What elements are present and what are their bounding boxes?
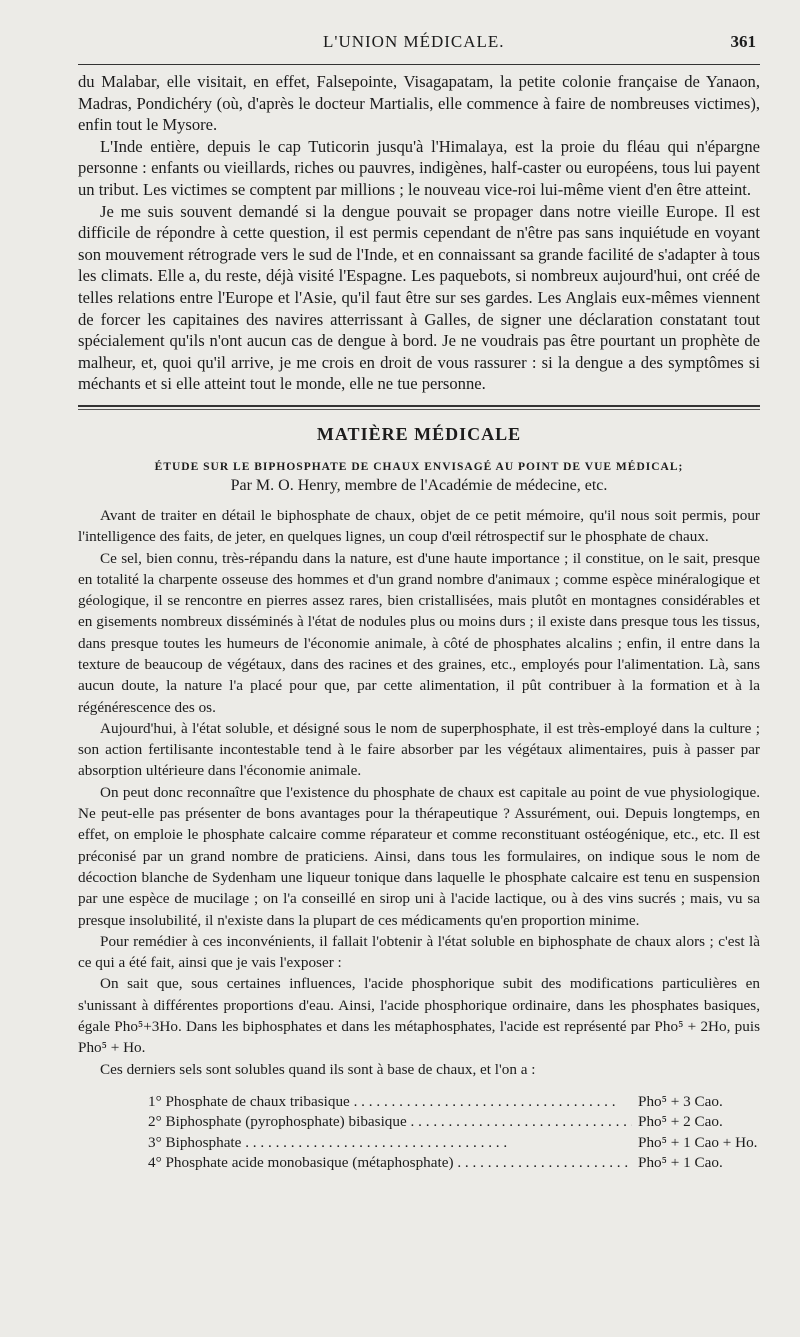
paragraph: du Malabar, elle visitait, en effet, Falsepointe, Visagapatam, la petite colonie française de Yanaon, Madras, Pondichéry (où, d'après le docteur Martialis, elle commence à faire de nombreuses victimes), enfin tout le Mysore. xyxy=(78,72,760,135)
list-item xyxy=(148,1092,738,1113)
paragraph: On sait que, sous certaines influences, l'acide phosphorique subit des modifications particulières en s'unissant à différentes proportions d'eau. Ainsi, l'acide phosphorique ordinaire, dans les phosphates basiques, égale Pho⁵+3Ho. Dans les biphosphates et dans les métaphosphates, l'acide est représenté par Pho⁵ + 2Ho, puis Pho⁵ + Ho. xyxy=(78,975,760,1057)
compound-formula: Pho⁵ + 2 Cao. xyxy=(638,1113,723,1131)
compound-formula: Pho⁵ + 1 Cao + Ho. xyxy=(638,1133,758,1151)
article-title: ÉTUDE SUR LE BIPHOSPHATE DE CHAUX ENVISAGÉ AU POINT DE VUE MÉDICAL; xyxy=(154,460,684,473)
paragraph: On peut donc reconnaître que l'existence du phosphate de chaux est capitale au point de vue physiologique. Ne peut-elle pas présenter de bons avantages pour la thérapeutique ? Assurément, oui. Depuis longtemps, en effet, on emploie le phosphate calcaire comme réparateur et comme reconstituant ostéogénique, etc., etc. Il est préconisé par un grand nombre de praticiens. Ainsi, dans tous les formulaires, on indique sous le nom de décoction blanche de Sydenham une liqueur tonique dans laquelle le phosphate calcaire est tenu en suspension par une espèce de mucilage ; on l'a conseillé en sirop uni à l'acide lactique, ou à des vins sucrés ; mais, vu sa presque insolubilité, il n'existe dans la plupart de ces médicaments qu'en proportion minime. xyxy=(78,783,760,929)
compound-name: 4° Phosphate acide monobasique (métaphosphate) . . . xyxy=(148,1153,632,1174)
list-item xyxy=(148,1133,758,1154)
compound-name: 2° Biphosphate (pyrophosphate) bibasique . . . xyxy=(148,1112,632,1133)
section-rule xyxy=(78,405,760,407)
compound-name: 1° Phosphate de chaux tribasique . . . xyxy=(148,1092,632,1113)
paragraph: Aujourd'hui, à l'état soluble, et désigné sous le nom de superphosphate, il est très-employé dans la culture ; son action fertilisante incontestable tend à le faire absorber par les végétaux alimentaires, puis à passer par absorption ultérieure dans l'économie animale. xyxy=(78,719,760,780)
paragraph: Avant de traiter en détail le biphosphate de chaux, objet de ce petit mémoire, qu'il nous soit permis, pour l'intelligence des faits, de jeter, en quelques lignes, un coup d'œil rétrospectif sur le phosphate de chaux. xyxy=(78,506,760,546)
paragraph: Ce sel, bien connu, très-répandu dans la nature, est d'une haute importance ; il constitue, on le sait, presque en totalité la charpente osseuse des hommes et d'un grand nombre d'animaux ; comme espèce minéralogique et géologique, il se rencontre en pierres assez rares, bien cristallisées, mais plutôt en montagnes considérables et en gisements nombreux disséminés à l'état de nodules plus ou moins durs ; il existe dans presque tous les tissus, dans presque toutes les humeurs de l'économie animale, à côté de phosphates alcalins ; enfin, il entre dans la texture de beaucoup de végétaux, dans des racines et des graines, etc., employés pour l'alimentation. Là, sans aucun doute, la nature l'a placé pour que, par cette alimentation, il pût contribuer à la formation et à la régénérescence des os. xyxy=(78,549,760,716)
paragraph: Je me suis souvent demandé si la dengue pouvait se propager dans notre vieille Europe. Il est difficile de répondre à cette question, il est permis cependant de n'être pas sans inquiétude en voyant son mouvement rétrograde vers le sud de l'Inde, et en connaissant sa grande facilité de s'adapter à tous les climats. Elle a, du reste, déjà visité l'Espagne. Les paquebots, si nombreux aujourd'hui, ont créé de telles relations entre l'Europe et l'Asie, qu'il faut être sur ses gardes. Les Anglais eux-mêmes viennent de forcer les capitaines des navires atterrissant à Galles, de signer une déclaration constatant tout spécialement qu'ils n'ont aucun cas de dengue à bord. Je ne voudrais pas être pourtant un prophète de malheur, et, quoi qu'il arrive, je me crois en droit de vous rassurer : si la dengue a des symptômes si méchants et si elle atteint tout le monde, elle ne tue personne. xyxy=(78,201,760,394)
paragraph: L'Inde entière, depuis le cap Tuticorin jusqu'à l'Himalaya, est la proie du fléau qui n'épargne personne : enfants ou vieillards, riches ou pauvres, indigènes, half-caster ou européens, tous lui payent un tribut. Les victimes se comptent par millions ; le nouveau vice-roi lui-même vient d'en être atteint. xyxy=(78,136,760,199)
section-rule-thin xyxy=(78,409,760,410)
article-body xyxy=(78,505,760,1080)
paragraph: Pour remédier à ces inconvénients, il fallait l'obtenir à l'état soluble en biphosphate de chaux alors ; c'est là ce qui a été fait, ainsi que je vais l'exposer : xyxy=(78,932,760,972)
intro-text xyxy=(78,71,760,395)
compound-formula: Pho⁵ + 3 Cao. xyxy=(638,1092,723,1110)
compound-list xyxy=(148,1092,758,1174)
compound-name: 3° Biphosphate . . . xyxy=(148,1133,632,1154)
section-title: MATIÈRE MÉDICALE xyxy=(316,423,522,444)
list-item xyxy=(148,1153,738,1174)
running-head xyxy=(78,24,760,60)
paragraph: Ces derniers sels sont solubles quand ils sont à base de chaux, et l'on a : xyxy=(100,1060,536,1078)
header-rule xyxy=(78,64,760,65)
byline: Par M. O. Henry, membre de l'Académie de médecine, etc. xyxy=(230,476,608,494)
list-item xyxy=(148,1112,738,1133)
page-number: 361 xyxy=(730,32,756,51)
compound-formula: Pho⁵ + 1 Cao. xyxy=(638,1154,723,1172)
journal-title: L'UNION MÉDICALE. xyxy=(323,32,505,51)
